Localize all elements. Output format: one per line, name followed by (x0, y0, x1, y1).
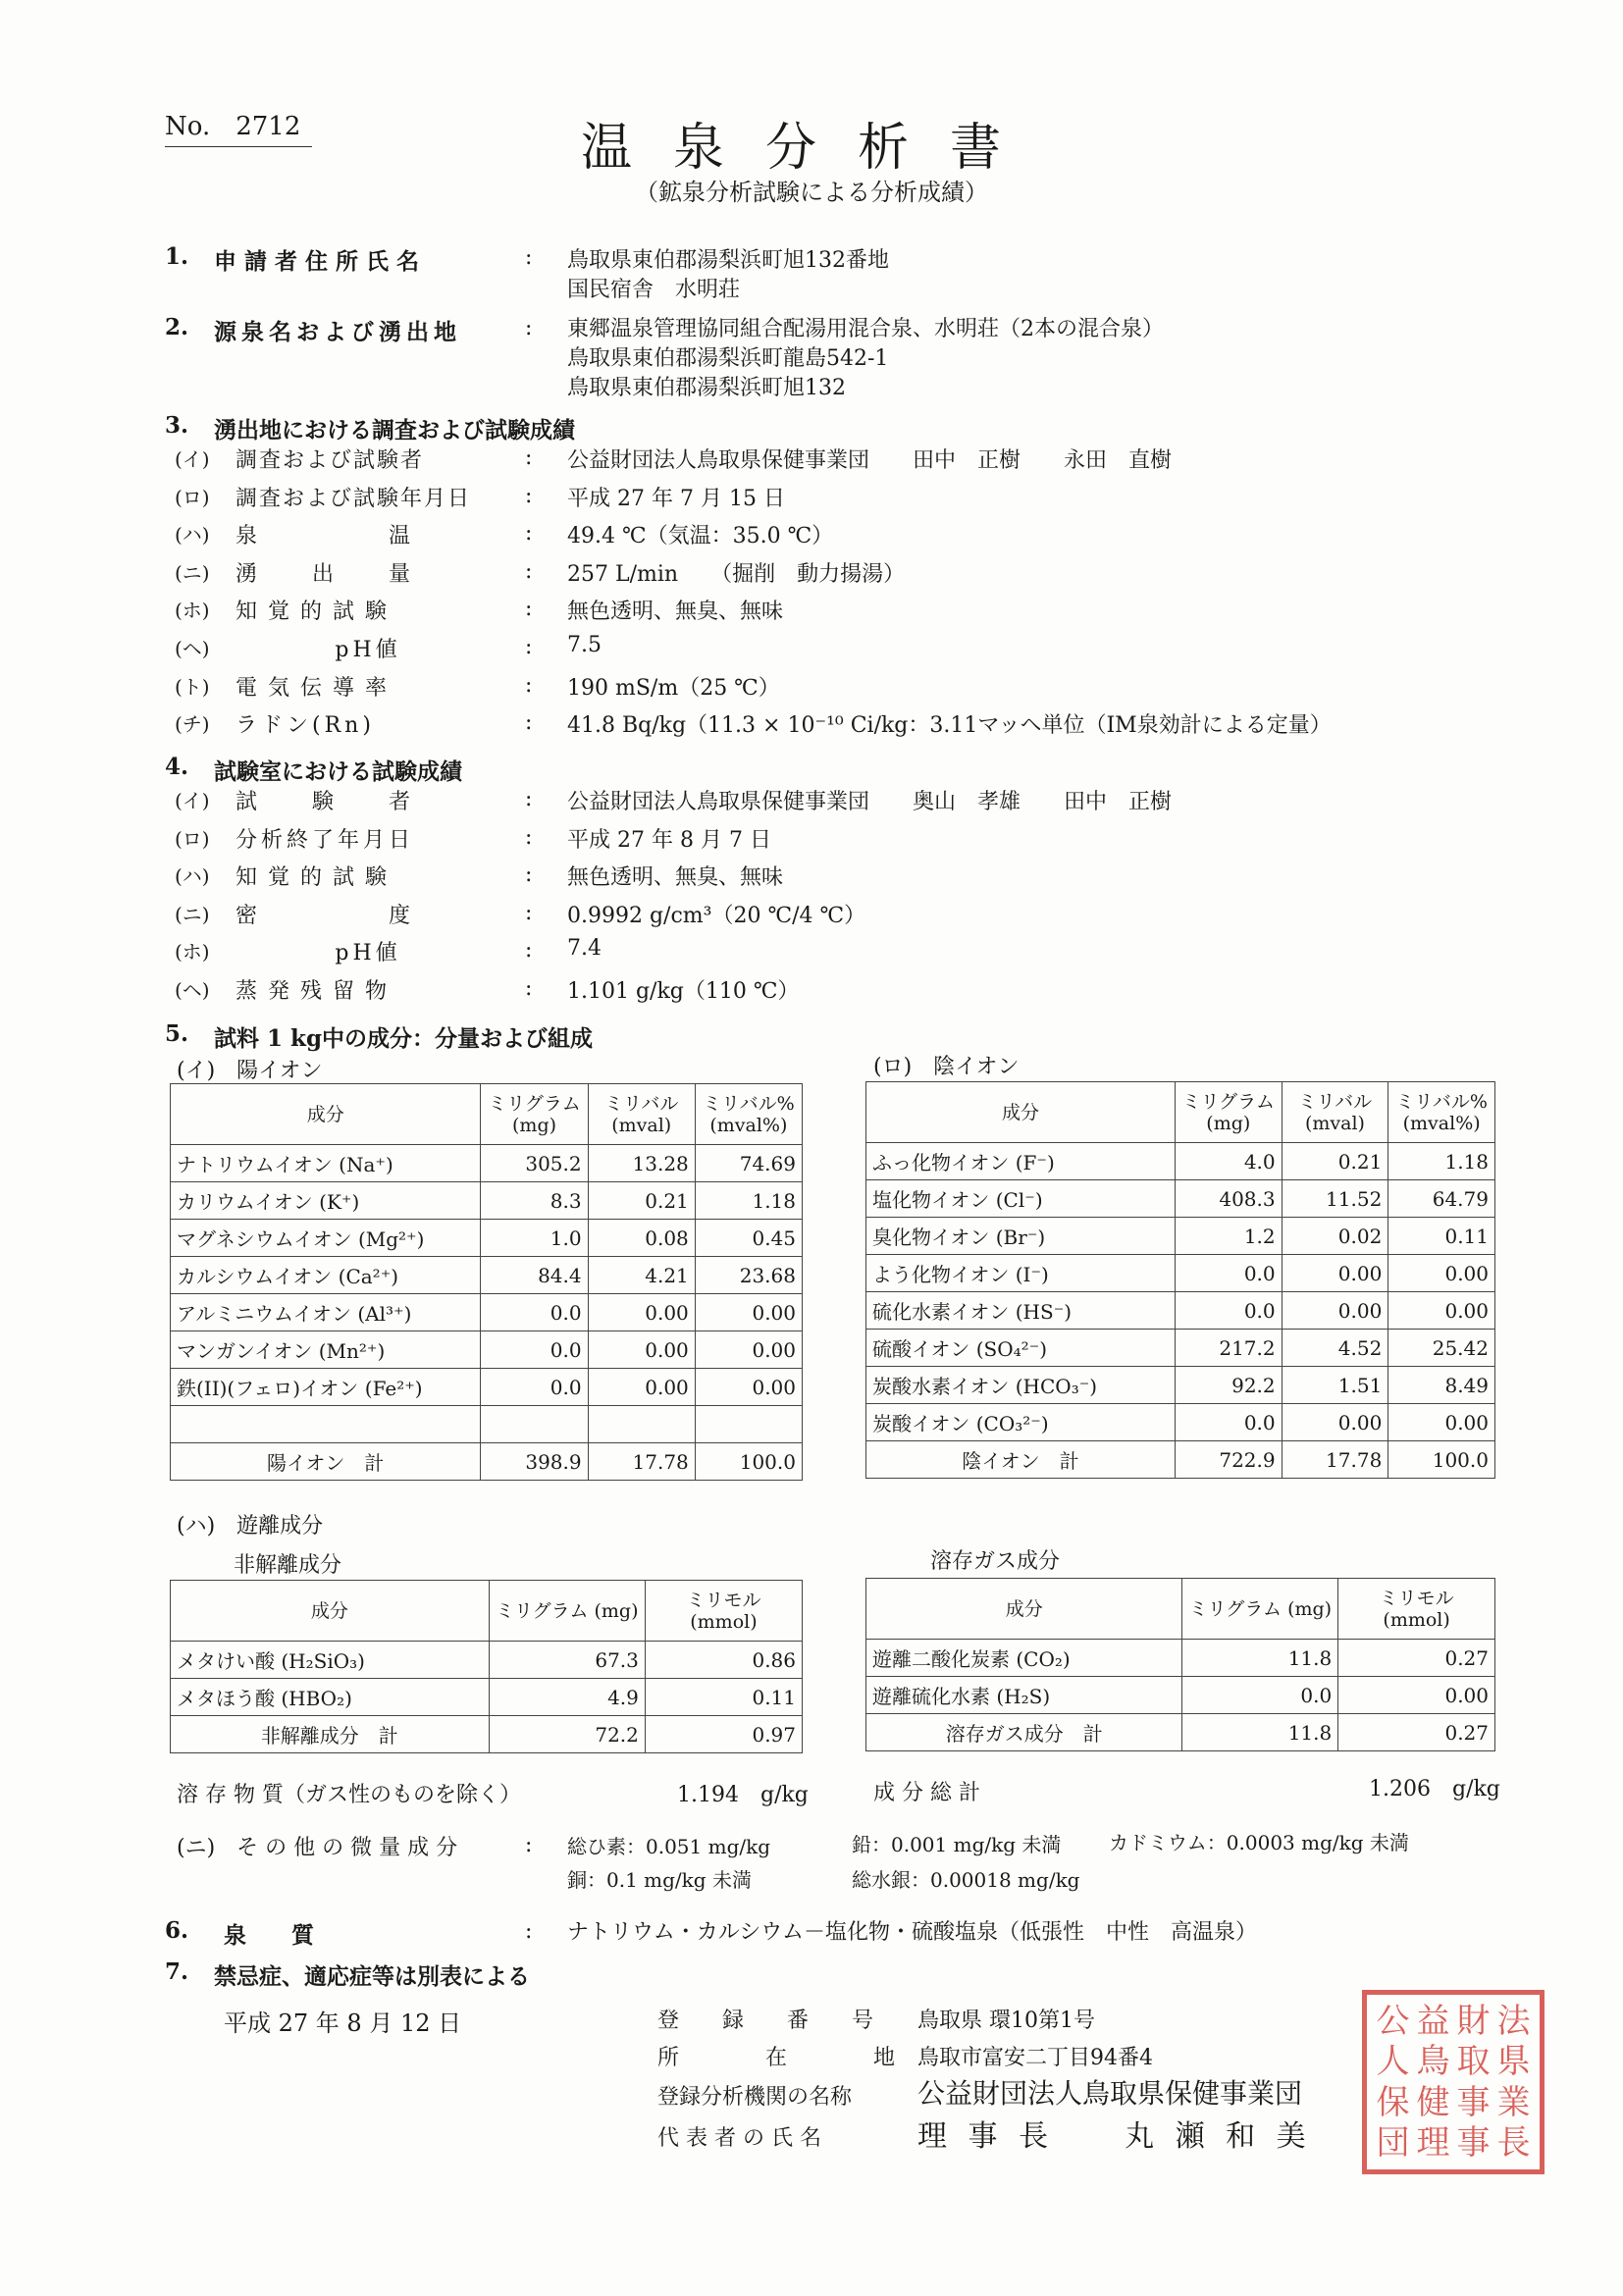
row-value: 平成 27 年 8 月 7 日 (567, 827, 771, 853)
anion-table (865, 1081, 1495, 1479)
component-value: 0.0 (1175, 1404, 1282, 1441)
s5-heading: 試料 1 kg中の成分：分量および組成 (214, 1025, 594, 1052)
document-number: No. 2712 (165, 106, 312, 147)
component-value: 0.00 (588, 1369, 695, 1406)
total-label: 溶存ガス成分 計 (866, 1714, 1182, 1751)
table-row (866, 1180, 1495, 1218)
s4-num: 4. (165, 754, 189, 780)
total-value: 398.9 (481, 1443, 588, 1481)
row-key: (ロ) (175, 826, 210, 851)
total-label: 陰イオン 計 (866, 1441, 1176, 1479)
s1-line: 鳥取県東伯郡湯梨浜町旭132番地 (567, 248, 889, 273)
colon: : (525, 976, 533, 1001)
row-key: (ロ) (175, 485, 210, 509)
seal-char: 保 (1376, 2082, 1410, 2122)
undissociated-table (170, 1580, 803, 1753)
footer-label: 代 表 者 の 氏 名 (657, 2126, 821, 2151)
anion-title: (ロ) 陰イオン (873, 1055, 1020, 1079)
component-value: 11.8 (1182, 1640, 1338, 1677)
undissoc-title: 非解離成分 (234, 1553, 342, 1578)
table-row (171, 1331, 803, 1369)
footer-value: 公益財団法人鳥取県保健事業団 (917, 2077, 1303, 2110)
component-value: 0.00 (1282, 1404, 1388, 1441)
component-name: 遊離二酸化炭素 (CO₂) (866, 1640, 1182, 1677)
component-value: 1.18 (1388, 1143, 1495, 1180)
cation-title: (イ) 陽イオン (177, 1059, 323, 1083)
s1-line: 国民宿舎 水明荘 (567, 278, 741, 302)
trace-item: 銅：0.1 mg/kg 未満 (567, 1868, 752, 1892)
row-key: (ヘ) (175, 978, 210, 1002)
issue-date: 平成 27 年 8 月 12 日 (224, 2009, 462, 2037)
total-value: 17.78 (588, 1443, 695, 1481)
component-name (171, 1406, 481, 1443)
component-value: 0.0 (481, 1294, 588, 1331)
component-value: 0.11 (1388, 1218, 1495, 1255)
component-value: 4.9 (489, 1679, 645, 1716)
component-value: 0.08 (588, 1220, 695, 1257)
component-value: 0.00 (1282, 1292, 1388, 1330)
colon: : (525, 672, 533, 698)
component-value: 4.0 (1175, 1143, 1282, 1180)
total-value: 17.78 (1282, 1441, 1388, 1479)
colon: : (525, 938, 533, 964)
component-value: 0.02 (1282, 1218, 1388, 1255)
total-label: 成 分 総 計 (873, 1781, 980, 1805)
component-value (695, 1406, 802, 1443)
table-row (171, 1294, 803, 1331)
s1-label: 申請者住所氏名 (214, 248, 427, 275)
component-name: 塩化物イオン (Cl⁻) (866, 1180, 1176, 1218)
row-value: 公益財団法人鳥取県保健事業団 田中 正樹 永田 直樹 (567, 448, 1173, 473)
table-row (866, 1404, 1495, 1441)
component-value: 0.11 (645, 1679, 802, 1716)
component-name: マンガンイオン (Mn²⁺) (171, 1331, 481, 1369)
colon: : (525, 245, 533, 270)
component-name: 硫化水素イオン (HS⁻) (866, 1292, 1176, 1330)
component-value: 0.0 (1175, 1255, 1282, 1292)
table-row (171, 1369, 803, 1406)
s1-num: 1. (165, 243, 189, 270)
col-header: ミリモル (mmol) (1338, 1579, 1495, 1640)
seal-char: 長 (1496, 2123, 1531, 2164)
colon: : (525, 316, 533, 340)
row-value: 0.9992 g/cm³（20 ℃/4 ℃） (567, 903, 866, 928)
colon: : (525, 824, 533, 850)
total-label: 非解離成分 計 (171, 1716, 490, 1753)
component-value: 1.0 (481, 1220, 588, 1257)
s7-label: 禁忌症、適応症等は別表による (214, 1963, 530, 1990)
seal-char: 人 (1376, 2042, 1410, 2082)
table-row (866, 1218, 1495, 1255)
footer-value: 理 事 長 丸 瀬 和 美 (917, 2119, 1312, 2154)
seal-char: 法 (1496, 2001, 1531, 2041)
col-header: ミリグラム (mg) (1182, 1579, 1338, 1640)
colon: : (525, 1919, 533, 1944)
dissolved-label: 溶 存 物 質（ガス性のものを除く） (177, 1783, 521, 1807)
row-label: pH値 (335, 941, 401, 966)
component-name: 硫酸イオン (SO₄²⁻) (866, 1330, 1176, 1367)
row-value: 7.4 (567, 936, 602, 962)
seal-char: 鳥 (1416, 2042, 1450, 2082)
total-value: 72.2 (489, 1716, 645, 1753)
table-row (171, 1182, 803, 1220)
component-value: 0.00 (1388, 1292, 1495, 1330)
gas-table (865, 1578, 1495, 1751)
component-name: ふっ化物イオン (F⁻) (866, 1143, 1176, 1180)
col-header: ミリグラム (mg) (1175, 1082, 1282, 1143)
row-key: (イ) (175, 789, 210, 812)
col-header: ミリグラム (mg) (481, 1084, 588, 1145)
seal-char: 事 (1456, 2123, 1491, 2164)
col-header: ミリモル (mmol) (645, 1581, 802, 1642)
row-key: (ニ) (175, 560, 210, 585)
component-value: 0.45 (695, 1220, 802, 1257)
component-value: 1.51 (1282, 1367, 1388, 1404)
component-name: 炭酸水素イオン (HCO₃⁻) (866, 1367, 1176, 1404)
component-value: 74.69 (695, 1145, 802, 1182)
total-value: 100.0 (1388, 1441, 1495, 1479)
total-value: 11.8 (1182, 1714, 1338, 1751)
official-seal (1362, 1990, 1544, 2174)
seal-char: 取 (1456, 2042, 1491, 2082)
trace-item: カドミウム：0.0003 mg/kg 未満 (1109, 1831, 1409, 1854)
total-value: 100.0 (695, 1443, 802, 1481)
footer-value: 鳥取市富安二丁目94番4 (917, 2046, 1153, 2070)
colon: : (525, 558, 533, 584)
component-name: アルミニウムイオン (Al³⁺) (171, 1294, 481, 1331)
s4-heading: 試験室における試験成績 (214, 758, 462, 785)
s2-line: 東郷温泉管理協同組合配湯用混合泉、水明荘（2本の混合泉） (567, 317, 1164, 341)
table-row (171, 1406, 803, 1443)
trace-item: 総水銀：0.00018 mg/kg (852, 1868, 1080, 1892)
row-value: 無色透明、無臭、無味 (567, 865, 784, 891)
component-value: 0.0 (1182, 1677, 1338, 1714)
component-name: よう化物イオン (I⁻) (866, 1255, 1176, 1292)
gas-title: 溶存ガス成分 (930, 1549, 1061, 1574)
dissolved-value: 1.194 g/kg (677, 1783, 809, 1807)
row-label: 調査および試験者 (236, 448, 425, 473)
table-row (171, 1642, 803, 1679)
colon: : (525, 862, 533, 888)
row-label: 試 験 者 (236, 790, 415, 814)
component-value: 67.3 (489, 1642, 645, 1679)
total-label: 陽イオン 計 (171, 1443, 481, 1481)
row-value: 190 mS/m（25 ℃） (567, 675, 780, 701)
component-value (588, 1406, 695, 1443)
seal-char: 事 (1456, 2082, 1491, 2122)
table-row (171, 1220, 803, 1257)
table-row (866, 1143, 1495, 1180)
s5-num: 5. (165, 1020, 189, 1047)
s6-value: ナトリウム・カルシウム－塩化物・硫酸塩泉（低張性 中性 高温泉） (567, 1920, 1258, 1945)
component-name: 炭酸イオン (CO₃²⁻) (866, 1404, 1176, 1441)
component-value: 408.3 (1175, 1180, 1282, 1218)
cation-table (170, 1083, 803, 1481)
seal-char: 団 (1376, 2123, 1410, 2164)
table-row (171, 1257, 803, 1294)
footer-value: 鳥取県 環10第1号 (917, 2009, 1095, 2033)
row-label: 分析終了年月日 (236, 827, 415, 853)
s6-num: 6. (165, 1917, 189, 1944)
row-key: (イ) (175, 447, 210, 471)
s2-num: 2. (165, 314, 189, 340)
row-value: 7.5 (567, 633, 602, 657)
seal-char: 業 (1496, 2082, 1531, 2122)
col-header: 成分 (866, 1579, 1182, 1640)
row-label: 泉 温 (236, 524, 415, 549)
component-value: 11.52 (1282, 1180, 1388, 1218)
row-key: (ヘ) (175, 637, 210, 660)
s2-line: 鳥取県東伯郡湯梨浜町旭132 (567, 376, 846, 400)
colon: : (525, 635, 533, 659)
row-label: 知 覚 的 試 験 (236, 600, 389, 625)
component-value: 0.86 (645, 1642, 802, 1679)
table-row (866, 1677, 1495, 1714)
document-subtitle: （鉱泉分析試験による分析成績） (635, 179, 988, 206)
component-value: 0.0 (481, 1331, 588, 1369)
col-header: ミリバル% (mval%) (695, 1084, 802, 1145)
component-name: 鉄(II)(フェロ)イオン (Fe²⁺) (171, 1369, 481, 1406)
trace-label: (ニ) そ の 他 の 微 量 成 分 (177, 1836, 458, 1860)
component-name: カルシウムイオン (Ca²⁺) (171, 1257, 481, 1294)
col-header: ミリグラム (mg) (489, 1581, 645, 1642)
colon: : (525, 900, 533, 925)
row-label: 調査および試験年月日 (236, 486, 472, 511)
col-header: ミリバル (mval) (588, 1084, 695, 1145)
total-row (866, 1441, 1495, 1479)
component-value: 0.21 (588, 1182, 695, 1220)
s7-num: 7. (165, 1958, 189, 1985)
table-row (171, 1679, 803, 1716)
row-key: (ハ) (175, 864, 210, 889)
row-value: 公益財団法人鳥取県保健事業団 奥山 孝雄 田中 正樹 (567, 790, 1173, 814)
table-row (866, 1330, 1495, 1367)
footer-label: 所 在 地 (657, 2046, 896, 2070)
component-value: 25.42 (1388, 1330, 1495, 1367)
colon: : (525, 483, 533, 508)
footer-label: 登 録 番 号 (657, 2009, 874, 2033)
table-row (171, 1145, 803, 1182)
trace-item: 総ひ素：0.051 mg/kg (567, 1835, 771, 1858)
row-key: (ホ) (175, 599, 210, 623)
row-label: ラドン(Rn) (236, 713, 375, 739)
component-name: カリウムイオン (K⁺) (171, 1182, 481, 1220)
component-value: 4.21 (588, 1257, 695, 1294)
component-name: マグネシウムイオン (Mg²⁺) (171, 1220, 481, 1257)
col-header: 成分 (866, 1082, 1176, 1143)
component-value: 1.18 (695, 1182, 802, 1220)
row-label: 蒸 発 残 留 物 (236, 979, 389, 1004)
colon: : (525, 445, 533, 470)
component-value: 0.00 (695, 1294, 802, 1331)
col-header: 成分 (171, 1581, 490, 1642)
component-value: 0.00 (695, 1331, 802, 1369)
colon: : (525, 710, 533, 736)
component-value: 0.21 (1282, 1143, 1388, 1180)
component-value: 23.68 (695, 1257, 802, 1294)
row-value: 平成 27 年 7 月 15 日 (567, 486, 785, 511)
footer-label: 登録分析機関の名称 (657, 2085, 853, 2110)
table-row (866, 1255, 1495, 1292)
trace-item: 鉛：0.001 mg/kg 未満 (852, 1833, 1062, 1856)
s2-line: 鳥取県東伯郡湯梨浜町龍島542-1 (567, 346, 889, 371)
col-header: 成分 (171, 1084, 481, 1145)
row-key: (ホ) (175, 940, 210, 965)
total-row (866, 1714, 1495, 1751)
s2-label: 源泉名および湧出地 (214, 319, 461, 345)
seal-char: 県 (1496, 2042, 1531, 2082)
row-value: 49.4 ℃（気温：35.0 ℃） (567, 524, 834, 549)
component-value: 0.00 (588, 1331, 695, 1369)
seal-char: 財 (1456, 2001, 1491, 2041)
component-value: 0.00 (1388, 1255, 1495, 1292)
total-row (171, 1443, 803, 1481)
component-value: 64.79 (1388, 1180, 1495, 1218)
component-value: 0.00 (588, 1294, 695, 1331)
table-row (866, 1367, 1495, 1404)
component-name: ナトリウムイオン (Na⁺) (171, 1145, 481, 1182)
component-name: メタほう酸 (HBO₂) (171, 1679, 490, 1716)
component-value: 0.0 (481, 1369, 588, 1406)
row-value: 無色透明、無臭、無味 (567, 600, 784, 625)
table-row (866, 1640, 1495, 1677)
seal-char: 理 (1416, 2123, 1450, 2164)
s3-heading: 湧出地における調査および試験成績 (214, 417, 575, 444)
row-label: 知 覚 的 試 験 (236, 865, 389, 891)
row-label: 密 度 (236, 903, 415, 928)
row-value: 41.8 Bq/kg（11.3 × 10⁻¹⁰ Ci/kg：3.11マッヘ単位（IM泉効計による定量） (567, 713, 1332, 739)
col-header: ミリバル% (mval%) (1388, 1082, 1495, 1143)
free-title: (ハ) 遊離成分 (177, 1514, 324, 1539)
table-row (866, 1292, 1495, 1330)
component-value: 4.52 (1282, 1330, 1388, 1367)
component-value: 8.49 (1388, 1367, 1495, 1404)
component-value (481, 1406, 588, 1443)
total-value: 1.206 g/kg (1369, 1777, 1500, 1801)
component-value: 0.00 (695, 1369, 802, 1406)
colon: : (525, 1833, 533, 1857)
document-title: 温泉分析書 (580, 119, 1042, 178)
component-value: 217.2 (1175, 1330, 1282, 1367)
component-value: 1.2 (1175, 1218, 1282, 1255)
colon: : (525, 787, 533, 811)
component-name: 臭化物イオン (Br⁻) (866, 1218, 1176, 1255)
seal-char: 健 (1416, 2082, 1450, 2122)
component-value: 0.0 (1175, 1292, 1282, 1330)
component-value: 92.2 (1175, 1367, 1282, 1404)
colon: : (525, 597, 533, 622)
row-label: 湧 出 量 (236, 561, 415, 587)
row-key: (ニ) (175, 902, 210, 926)
component-value: 305.2 (481, 1145, 588, 1182)
total-value: 722.9 (1175, 1441, 1282, 1479)
component-value: 0.27 (1338, 1640, 1495, 1677)
component-value: 84.4 (481, 1257, 588, 1294)
total-value: 0.97 (645, 1716, 802, 1753)
component-value: 8.3 (481, 1182, 588, 1220)
s3-num: 3. (165, 412, 189, 439)
row-label: pH値 (335, 638, 401, 662)
component-value: 0.00 (1388, 1404, 1495, 1441)
row-value: 257 L/min （掘削 動力揚湯） (567, 561, 906, 587)
seal-char: 公 (1376, 2001, 1410, 2041)
component-value: 13.28 (588, 1145, 695, 1182)
component-name: 遊離硫化水素 (H₂S) (866, 1677, 1182, 1714)
row-value: 1.101 g/kg（110 ℃） (567, 979, 800, 1004)
colon: : (525, 521, 533, 547)
total-value: 0.27 (1338, 1714, 1495, 1751)
seal-char: 益 (1416, 2001, 1450, 2041)
s6-label: 泉 質 (224, 1922, 314, 1949)
component-value: 0.00 (1282, 1255, 1388, 1292)
row-key: (ハ) (175, 523, 210, 548)
component-value: 0.00 (1338, 1677, 1495, 1714)
total-row (171, 1716, 803, 1753)
col-header: ミリバル (mval) (1282, 1082, 1388, 1143)
row-key: (ト) (175, 674, 210, 699)
row-label: 電 気 伝 導 率 (236, 675, 389, 701)
component-name: メタけい酸 (H₂SiO₃) (171, 1642, 490, 1679)
row-key: (チ) (175, 712, 210, 737)
